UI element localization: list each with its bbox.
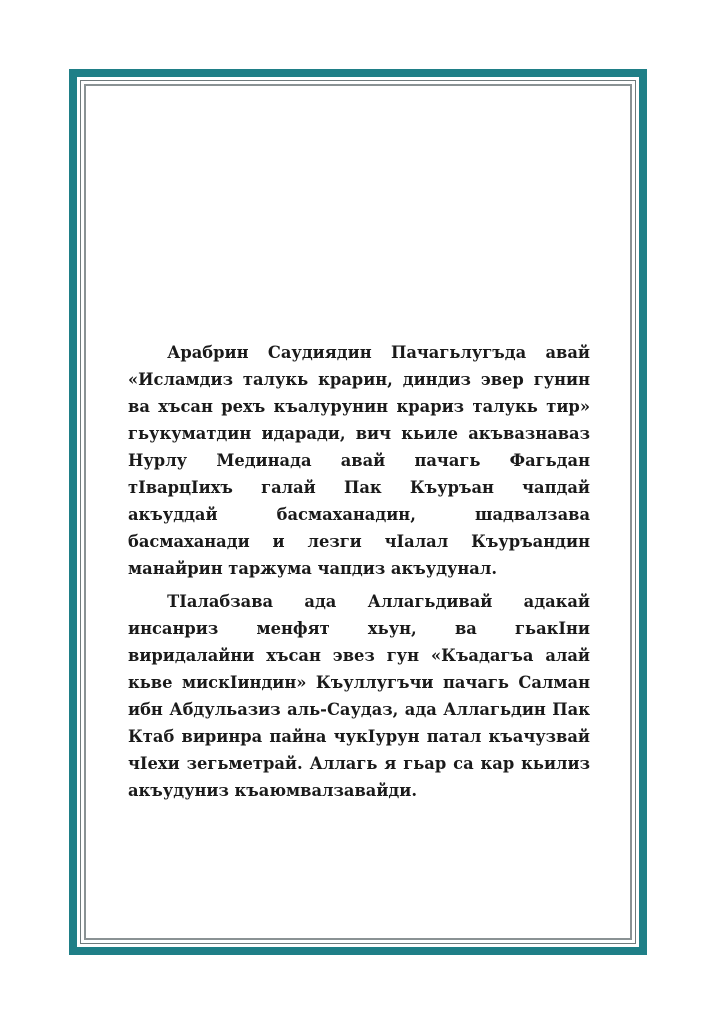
body-text [128, 339, 590, 810]
page-border-frame [69, 69, 647, 955]
page-content-area [84, 84, 632, 940]
frame-thin-line [80, 80, 636, 944]
frame-gap [77, 77, 639, 947]
paragraph-1: Арабрин Саудиядин Пачагьлугъда авай «Исламдиз талукь крарин, диндиз эвер гунин ва хъсан рехъ къалурунин крариз талукь тир» гьукуматдин идаради, вич кьиле акъвазнаваз Нурлу Мединада авай пачагь Фагьдан тӀварцӀихъ галай Пак Къуръан чапдай акъуддай басмаханадин, шадвалзава басмаханади и лезги чӀалал Къуръандин манайрин таржума чапдиз акъудунал. [128, 343, 590, 578]
paragraph-2: ТӀалабзава ада Аллагьдивай адакай инсанриз менфят хьун, ва гьакӀни виридалайни хъсан эвез гун «Къадагъа алай кьве мискӀиндин» Къуллугъчи пачагь Салман ибн Абдульазиз аль-Саудаз, ада Аллагьдин Пак Ктаб виринра пайна чукӀурун патал къачузвай чӀехи зегьметрай. Аллагь я гьар са кар кьилиз акъудуниз къаюмвалзавайди. [128, 592, 590, 800]
